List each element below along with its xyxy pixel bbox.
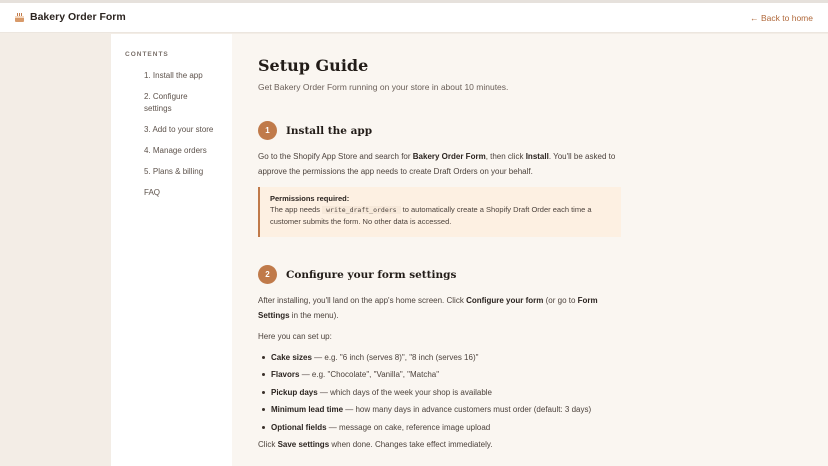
step-2-heading: [258, 265, 456, 284]
back-to-home-link[interactable]: ← Back to home: [750, 13, 813, 23]
settings-list: [271, 349, 621, 436]
list-item-label: Minimum lead time: [271, 405, 344, 415]
save-settings-emphasis: Save settings: [277, 440, 330, 449]
toc-item-faq[interactable]: FAQ: [144, 188, 161, 197]
step-number-badge: 2: [258, 265, 277, 284]
list-item-label: Cake sizes: [271, 353, 312, 362]
setup-intro: Here you can set up:: [258, 332, 332, 341]
main-content: [232, 34, 828, 466]
save-text: when done. Changes take effect immediately.: [329, 440, 493, 449]
step-2-text: (or go to: [543, 296, 578, 305]
list-item-text: — e.g. "6 inch (serves 8)", "8 inch (serves 16)": [311, 353, 479, 362]
step-1-text: , then click: [485, 152, 526, 161]
list-item: [271, 349, 621, 366]
permissions-callout: [258, 187, 621, 237]
list-item-label: Optional fields: [271, 422, 327, 432]
contents-heading: CONTENTS: [125, 51, 169, 58]
install-emphasis: Install: [525, 152, 549, 161]
step-number-badge: 1: [258, 121, 277, 140]
toc-item-plans-billing[interactable]: 5. Plans & billing: [144, 167, 204, 176]
list-item-label: Pickup days: [271, 387, 318, 397]
toc-item-manage-orders[interactable]: 4. Manage orders: [144, 146, 207, 155]
list-item: [271, 419, 621, 436]
save-text: Click: [258, 440, 278, 449]
toc-item-configure[interactable]: 2. Configure settings: [144, 92, 188, 113]
save-instructions: [258, 438, 622, 453]
step-title: Configure your form settings: [286, 268, 457, 281]
toc-item-install[interactable]: 1. Install the app: [144, 71, 203, 80]
brand[interactable]: [14, 11, 126, 23]
list-item: [271, 366, 621, 383]
list-item-text: — how many days in advance customers must order (default: 3 days): [343, 405, 592, 415]
list-item-text: — e.g. "Chocolate", "Vanilla", "Matcha": [299, 370, 440, 380]
list-item: [271, 384, 621, 401]
permission-code: write_draft_orders: [322, 206, 400, 214]
toc-item-add-to-store[interactable]: 3. Add to your store: [144, 125, 214, 134]
step-1-text: Go to the Shopify App Store and search for: [258, 152, 413, 161]
cake-icon: [14, 12, 25, 22]
callout-body: [270, 204, 611, 227]
form-settings-emphasis: Form Settings: [258, 296, 598, 320]
app-header: [0, 3, 828, 33]
step-1-heading: [258, 121, 372, 140]
page-title: Setup Guide: [258, 56, 369, 75]
list-item-label: Flavors: [271, 370, 300, 380]
list-item-text: — message on cake, reference image upload: [326, 422, 491, 432]
app-name-emphasis: Bakery Order Form: [412, 152, 486, 161]
sidebar: [111, 34, 232, 466]
configure-form-emphasis: Configure your form: [466, 296, 544, 305]
page-subtitle: Get Bakery Order Form running on your store in about 10 minutes.: [258, 82, 509, 92]
callout-title: Permissions required:: [270, 194, 350, 203]
callout-text: The app needs: [270, 205, 323, 214]
step-1-description: [258, 150, 622, 179]
list-item: [271, 401, 621, 418]
callout-text: to automatically create a Shopify Draft Order each time a customer submits the form. No other data is accessed.: [270, 205, 592, 226]
app-title: Bakery Order Form: [30, 11, 126, 23]
step-2-text: After installing, you'll land on the app's home screen. Click: [258, 296, 467, 305]
list-item-text: — which days of the week your shop is available: [317, 387, 492, 397]
step-2-description: [258, 294, 622, 323]
step-1-text: . You'll be asked to approve the permissions the app needs to create Draft Orders on your behalf.: [258, 152, 616, 176]
step-title: Install the app: [286, 124, 373, 137]
step-2-text: in the menu).: [289, 310, 339, 320]
